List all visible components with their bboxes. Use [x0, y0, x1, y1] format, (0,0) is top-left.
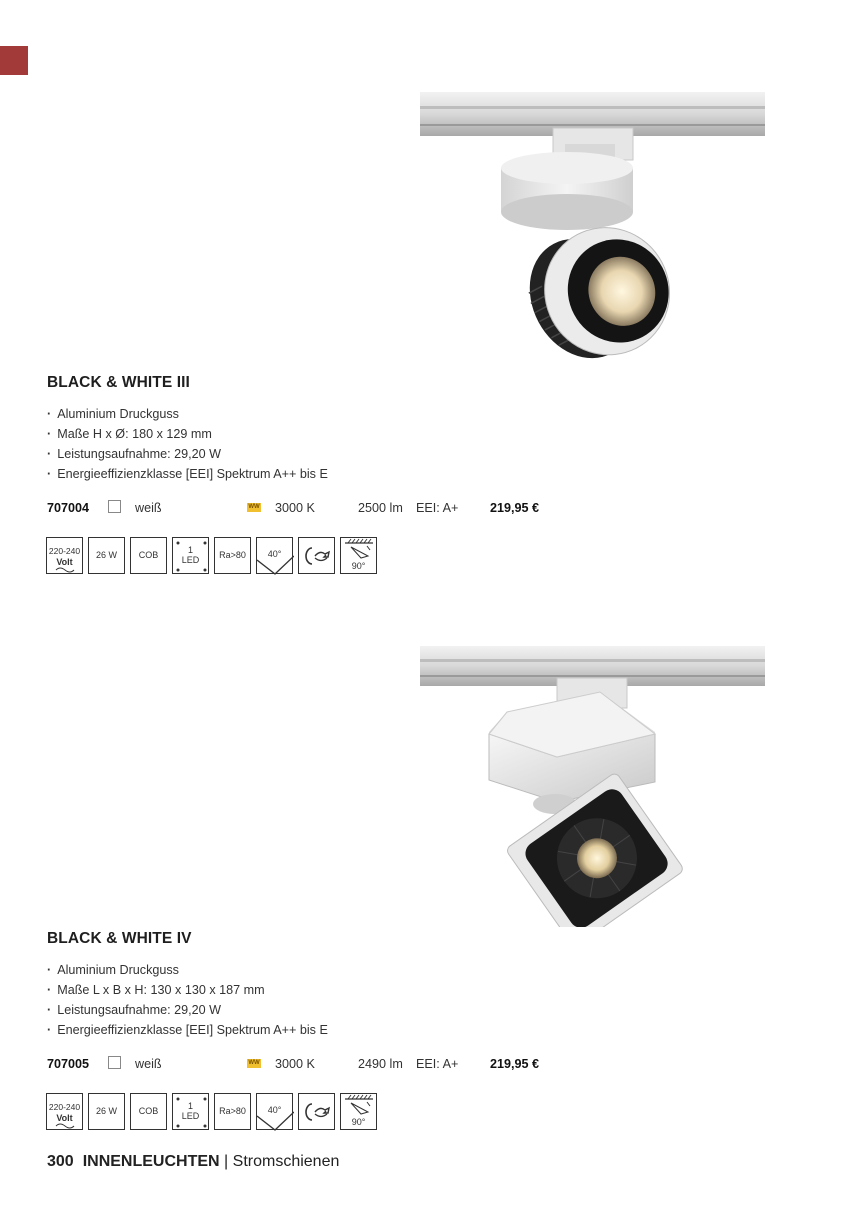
article-number: 707005 — [47, 1057, 90, 1071]
rotatable-icon — [298, 1093, 335, 1130]
product-title: BLACK & WHITE III — [47, 374, 190, 391]
feature-item: · Maße H x Ø: 180 x 129 mm — [47, 424, 328, 444]
beam-angle-icon: 40° — [256, 1093, 293, 1130]
article-row — [47, 1054, 567, 1074]
cob-icon: COB — [130, 537, 167, 574]
tilt-angle-icon: 90° — [340, 1093, 377, 1130]
feature-list — [47, 404, 328, 484]
page-number: 300 — [47, 1153, 74, 1170]
product-photo-black-white-iv — [415, 642, 770, 927]
section-tab-marker — [0, 46, 28, 75]
price: 219,95 € — [490, 1057, 540, 1071]
article-row — [47, 498, 567, 518]
subsection-title: Stromschienen — [232, 1153, 340, 1170]
color-label: weiß — [135, 501, 162, 515]
color-swatch-white — [108, 1056, 121, 1069]
warm-white-icon: WW — [248, 1060, 260, 1066]
article-number: 707004 — [47, 501, 90, 515]
section-title: INNENLEUCHTEN — [82, 1153, 220, 1170]
feature-item: · Energieeffizienzklasse [EEI] Spektrum A++ bis E — [47, 1020, 328, 1040]
energy-class: EEI: A+ — [416, 1057, 459, 1071]
price: 219,95 € — [490, 501, 540, 515]
beam-angle-icon: 40° — [256, 537, 293, 574]
luminous-flux: 2490 lm — [358, 1057, 403, 1071]
luminous-flux: 2500 lm — [358, 501, 403, 515]
cob-icon: COB — [130, 1093, 167, 1130]
rotatable-icon — [298, 537, 335, 574]
feature-item: · Aluminium Druckguss — [47, 960, 328, 980]
feature-item: · Aluminium Druckguss — [47, 404, 328, 424]
color-rendering-icon: Ra>80 — [214, 537, 251, 574]
feature-list — [47, 960, 328, 1040]
energy-class: EEI: A+ — [416, 501, 459, 515]
wattage-icon: 26 W — [88, 537, 125, 574]
led-count-icon: 1 LED — [172, 537, 209, 574]
wattage-icon: 26 W — [88, 1093, 125, 1130]
color-swatch-white — [108, 500, 121, 513]
feature-item: · Leistungsaufnahme: 29,20 W — [47, 1000, 328, 1020]
footer-separator: | — [224, 1153, 229, 1170]
product-photo-black-white-iii — [415, 88, 770, 368]
color-rendering-icon: Ra>80 — [214, 1093, 251, 1130]
color-temperature: 3000 K — [275, 1057, 315, 1071]
tilt-angle-icon: 90° — [340, 537, 377, 574]
color-temperature: 3000 K — [275, 501, 315, 515]
product-title: BLACK & WHITE IV — [47, 930, 192, 947]
feature-item: · Energieeffizienzklasse [EEI] Spektrum A++ bis E — [47, 464, 328, 484]
voltage-icon: 220-240 Volt — [46, 1093, 83, 1130]
led-count-icon: 1 LED — [172, 1093, 209, 1130]
color-label: weiß — [135, 1057, 162, 1071]
voltage-icon: 220-240 Volt — [46, 537, 83, 574]
feature-item: · Maße L x B x H: 130 x 130 x 187 mm — [47, 980, 328, 1000]
warm-white-icon: WW — [248, 504, 260, 510]
page-footer — [47, 1153, 339, 1171]
feature-item: · Leistungsaufnahme: 29,20 W — [47, 444, 328, 464]
